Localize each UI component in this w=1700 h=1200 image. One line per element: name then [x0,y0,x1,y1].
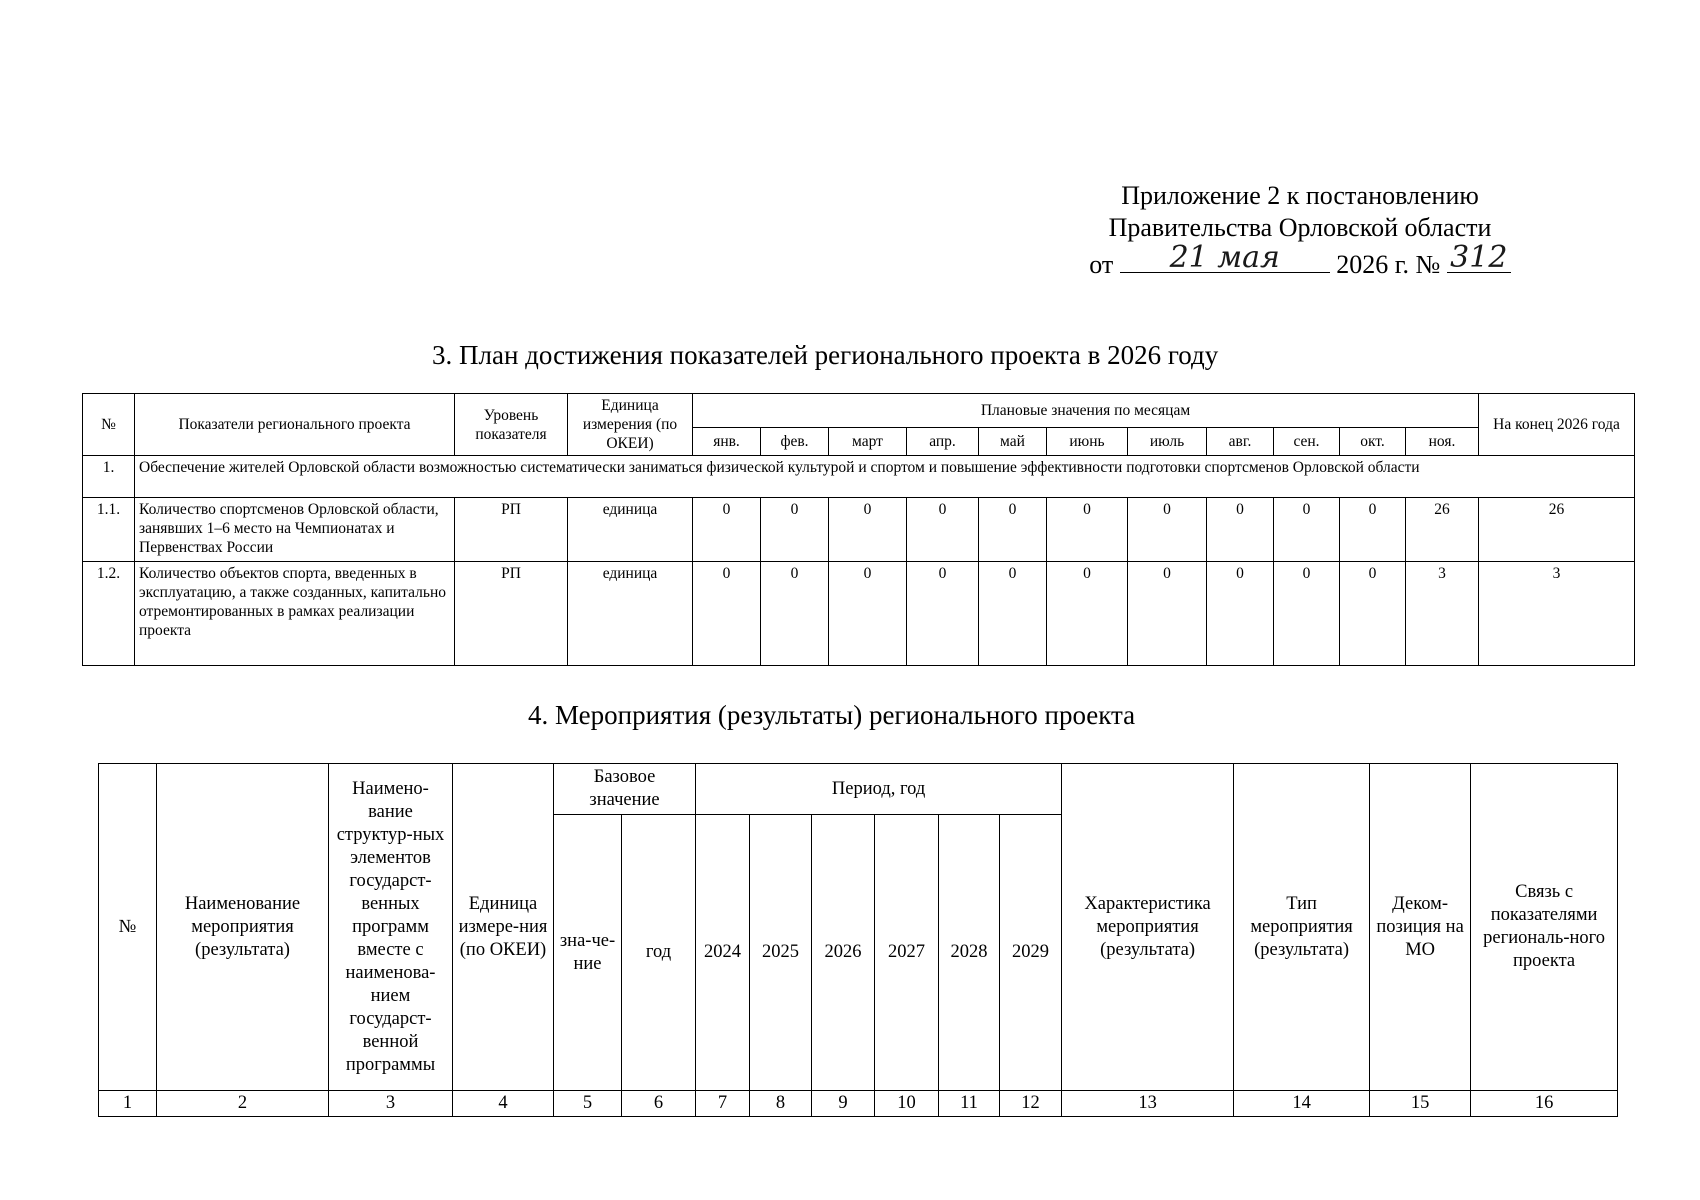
government-line: Правительства Орловской области [1108,213,1492,242]
date-number-line [1060,240,1540,281]
row-value-jul: 0 [1128,562,1207,666]
handwritten-number: 312 [1450,240,1508,275]
month-oct: окт. [1340,428,1406,456]
table-row [83,562,1635,666]
col-base-value-value: зна-че-ние [554,815,622,1091]
row-value-jul: 0 [1128,498,1207,562]
col-type: Тип мероприятия (результата) [1234,764,1370,1091]
month-mar: март [829,428,907,456]
column-number-row [99,1091,1618,1117]
group-num: 1. [83,456,135,498]
col-num: № [99,764,157,1091]
col-decomposition: Деком-позиция на МО [1370,764,1471,1091]
row-value-may: 0 [979,562,1047,666]
row-value-may: 0 [979,498,1047,562]
row-value-end: 26 [1479,498,1635,562]
row-value-end: 3 [1479,562,1635,666]
row-num: 1.2. [83,562,135,666]
col-year-2025: 2025 [750,815,812,1091]
table-row [83,456,1635,498]
month-aug: авг. [1207,428,1274,456]
table-row [83,498,1635,562]
col-number: 4 [453,1091,554,1117]
row-value-jun: 0 [1047,498,1128,562]
col-number: 2 [157,1091,329,1117]
section3-title: 3. План достижения показателей регионального проекта в 2026 году [432,340,1219,370]
row-value-apr: 0 [907,498,979,562]
row-value-aug: 0 [1207,498,1274,562]
col-number: 12 [1000,1091,1062,1117]
month-nov: ноя. [1406,428,1479,456]
col-end-of-year: На конец 2026 года [1479,394,1635,456]
col-year-2028: 2028 [939,815,1000,1091]
col-number: 6 [622,1091,696,1117]
year-label: 2026 г. № [1336,250,1441,279]
group-text: Обеспечение жителей Орловской области возможностью систематически заниматься физической культурой и спортом и повышение эффективности подготовки спортсменов Орловской области [135,456,1635,498]
appendix-line: Приложение 2 к постановлению [1121,181,1479,210]
month-apr: апр. [907,428,979,456]
col-link-indicators: Связь с показателями региональ-ного проекта [1471,764,1618,1091]
col-indicators: Показатели регионального проекта [135,394,455,456]
activities-table [98,763,1618,1117]
col-number: 5 [554,1091,622,1117]
month-feb: фев. [761,428,829,456]
row-num: 1.1. [83,498,135,562]
indicators-plan-table [82,393,1635,666]
col-year-2027: 2027 [875,815,939,1091]
row-indicator-name: Количество объектов спорта, введенных в эксплуатацию, а также созданных, капитально отремонтированных в рамках реализации проекта [135,562,455,666]
col-planned-values: Плановые значения по месяцам [693,394,1479,428]
row-value-mar: 0 [829,498,907,562]
row-unit: единица [568,498,693,562]
col-number: 3 [329,1091,453,1117]
col-characteristic: Характеристика мероприятия (результата) [1062,764,1234,1091]
col-number: 10 [875,1091,939,1117]
col-number: 8 [750,1091,812,1117]
row-value-apr: 0 [907,562,979,666]
row-value-oct: 0 [1340,498,1406,562]
col-number: 7 [696,1091,750,1117]
row-value-feb: 0 [761,562,829,666]
col-number: 15 [1370,1091,1471,1117]
row-value-jan: 0 [693,562,761,666]
col-num: № [83,394,135,456]
col-number: 16 [1471,1091,1618,1117]
row-level: РП [455,562,568,666]
document-header [1060,180,1540,281]
col-number: 14 [1234,1091,1370,1117]
month-sep: сен. [1274,428,1340,456]
number-field [1447,240,1511,275]
col-number: 1 [99,1091,157,1117]
handwritten-date: 21 мая [1169,240,1280,275]
col-year-2024: 2024 [696,815,750,1091]
col-unit: Единица измерения (по ОКЕИ) [568,394,693,456]
row-value-jan: 0 [693,498,761,562]
col-base-value-year: год [622,815,696,1091]
row-value-oct: 0 [1340,562,1406,666]
row-value-nov: 26 [1406,498,1479,562]
col-unit: Единица измере-ния (по ОКЕИ) [453,764,554,1091]
col-number: 11 [939,1091,1000,1117]
row-value-mar: 0 [829,562,907,666]
month-jan: янв. [693,428,761,456]
row-value-jun: 0 [1047,562,1128,666]
row-unit: единица [568,562,693,666]
col-activity-name: Наименование мероприятия (результата) [157,764,329,1091]
row-indicator-name: Количество спортсменов Орловской области, занявших 1–6 место на Чемпионатах и Первенствах России [135,498,455,562]
row-value-nov: 3 [1406,562,1479,666]
section4-title: 4. Мероприятия (результаты) регионального проекта [528,700,1136,730]
row-value-aug: 0 [1207,562,1274,666]
date-field [1120,240,1330,275]
row-value-sep: 0 [1274,562,1340,666]
row-value-feb: 0 [761,498,829,562]
col-year-2029: 2029 [1000,815,1062,1091]
month-jul: июль [1128,428,1207,456]
col-number: 13 [1062,1091,1234,1117]
month-may: май [979,428,1047,456]
col-number: 9 [812,1091,875,1117]
row-value-sep: 0 [1274,498,1340,562]
col-period: Период, год [696,764,1062,815]
row-level: РП [455,498,568,562]
col-level: Уровень показателя [455,394,568,456]
month-jun: июнь [1047,428,1128,456]
col-year-2026: 2026 [812,815,875,1091]
col-base-value: Базовое значение [554,764,696,815]
from-label: от [1089,250,1114,279]
col-structural-elements: Наимено-вание структур-ных элементов государст-венных программ вместе с наименова-нием государст-венной программы [329,764,453,1091]
